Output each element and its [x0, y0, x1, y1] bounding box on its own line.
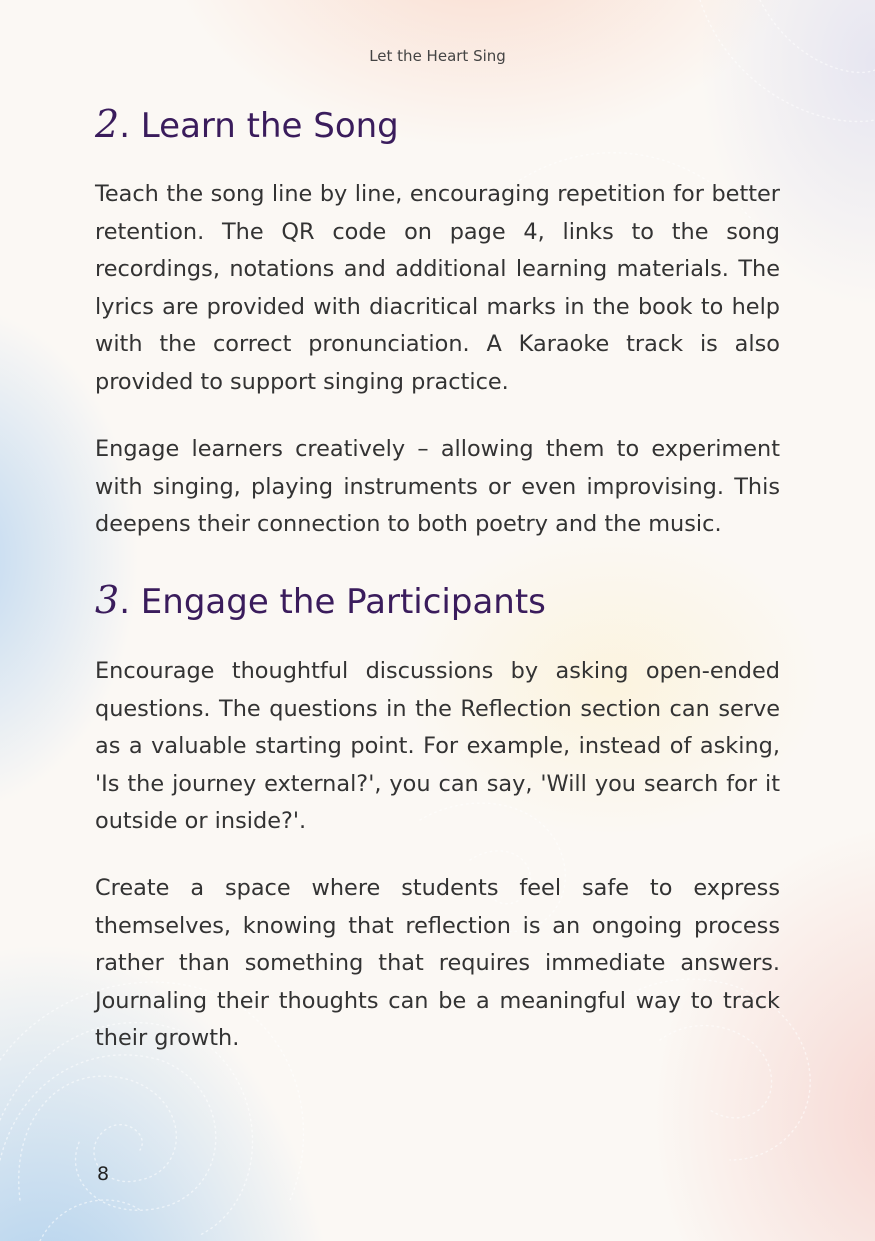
section-title: . Engage the Participants [119, 582, 546, 622]
section-number: 3 [95, 578, 120, 622]
section-number: 2 [95, 102, 120, 146]
running-header: Let the Heart Sing [369, 47, 506, 65]
paragraph-engage-learners: Engage learners creatively – allowing them to experiment with singing, playing instruments or even improvising. This deepens their connection to both poetry and the music. [95, 436, 780, 537]
section-heading-learn-the-song [95, 102, 399, 146]
section-heading-engage-the-participants [95, 578, 546, 622]
paragraph-encourage-discussions: Encourage thoughtful discussions by asking open-ended questions. The questions in the Reflection section can serve as a valuable starting point. For example, instead of asking, 'Is the journey external?', you can say, 'Will you search for it outside or inside?'. [95, 658, 780, 834]
section-title: . Learn the Song [119, 106, 399, 146]
page-number: 8 [97, 1163, 110, 1185]
paragraph-teach-the-song: Teach the song line by line, encouraging repetition for better retention. The QR code on page 4, links to the song recordings, notations and additional learning materials. The lyrics are provided with diacritical marks in the book to help with the correct pronunciation. A Karaoke track is also provided to support singing practice. [95, 181, 780, 395]
paragraph-create-safe-space: Create a space where students feel safe to express themselves, knowing that reflection is an ongoing process rather than something that requires immediate answers. Journaling their thoughts can be a meaningful way to track their growth. [95, 875, 780, 1051]
